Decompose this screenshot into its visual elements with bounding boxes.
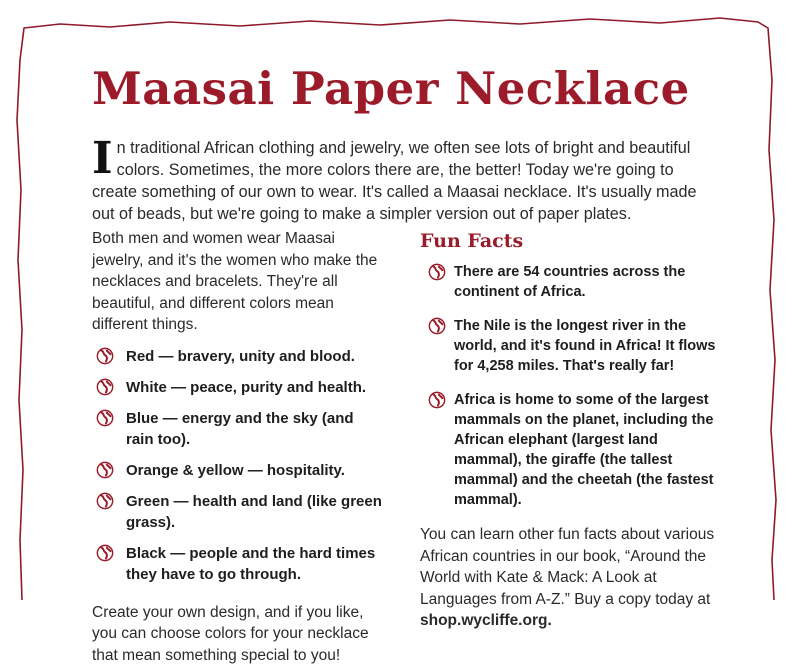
intro-text: n traditional African clothing and jewelry, we often see lots of bright and beautiful colors. Sometimes, the more colors there are, the better! Today we're going to create something of our own to wear. It's called a Maasai necklace. It's usually made out of beads, but we're going to make a simpler version out of paper plates. [92, 139, 697, 223]
list-item: Green — health and land (like green grass). [92, 491, 382, 533]
page-title: Maasai Paper Necklace [92, 62, 690, 115]
list-item: Blue — energy and the sky (and rain too). [92, 408, 382, 450]
fact-item: There are 54 countries across the continent of Africa. [428, 262, 720, 302]
left-column [92, 228, 382, 666]
globe-icon [96, 492, 114, 510]
globe-icon [428, 263, 446, 281]
shop-link[interactable]: shop.wycliffe.org. [420, 612, 552, 629]
globe-icon [428, 391, 446, 409]
list-item: Orange & yellow — hospitality. [92, 460, 382, 481]
globe-icon [96, 347, 114, 365]
list-item: Red — bravery, unity and blood. [92, 346, 382, 367]
list-item: White — peace, purity and health. [92, 377, 382, 398]
globe-icon [96, 544, 114, 562]
fun-facts-column [420, 230, 720, 632]
globe-icon [96, 378, 114, 396]
color-meanings-list [92, 346, 382, 586]
globe-icon [428, 317, 446, 335]
list-item: Black — people and the hard times they have to go through. [92, 543, 382, 586]
fun-facts-list [428, 262, 720, 510]
closing-paragraph: Create your own design, and if you like, you can choose colors for your necklace that mean something special to you! [92, 602, 382, 666]
fact-item: Africa is home to some of the largest mammals on the planet, including the African elephant (largest land mammal), the giraffe (the tallest mammal) and the cheetah (the fastest mammal). [428, 390, 720, 510]
globe-icon [96, 461, 114, 479]
fact-item: The Nile is the longest river in the world, and it's found in Africa! It flows for 4,258 miles. That's really far! [428, 316, 720, 376]
drop-cap: I [92, 141, 113, 177]
maasai-jewelry-paragraph: Both men and women wear Maasai jewelry, and it's the women who make the necklaces and bracelets. They're all beautiful, and different colors mean different things. [92, 228, 382, 336]
learn-more-paragraph: You can learn other fun facts about various African countries in our book, “Around the World with Kate & Mack: A Look at Languages from A-Z.” Buy a copy today at shop.wycliffe.org. [420, 524, 720, 632]
fun-facts-heading: Fun Facts [420, 230, 720, 252]
globe-icon [96, 409, 114, 427]
intro-paragraph [92, 137, 708, 225]
